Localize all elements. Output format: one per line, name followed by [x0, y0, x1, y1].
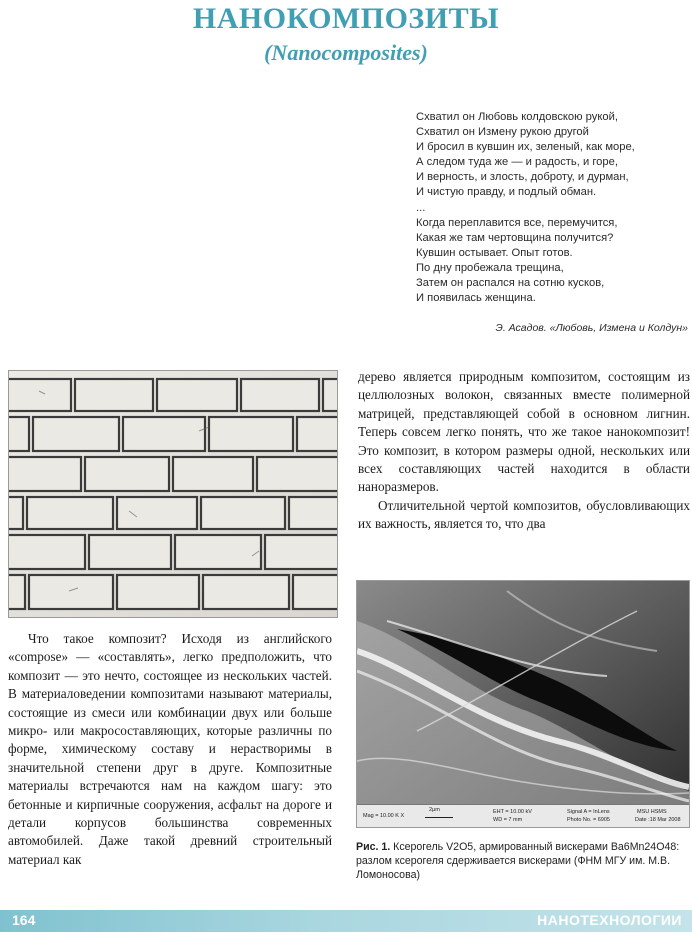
epigraph-line: Когда переплавится все, перемучится,	[416, 216, 618, 229]
figure-caption-text: Ксерогель V2O5, армированный вискерами Ba6Mn24O48: разлом ксерогеля сдерживается вискерами (ФНМ МГУ им. М.В. Ломоносова)	[356, 841, 680, 881]
figure-label: Рис. 1.	[356, 841, 391, 853]
sem-image	[357, 581, 689, 805]
epigraph-line: А следом туда же — и радость, и горе,	[416, 156, 618, 169]
page-subtitle: (Nanocomposites)	[264, 40, 428, 65]
epigraph-attribution: Э. Асадов. «Любовь, Измена и Колдун»	[495, 322, 688, 334]
page-title: НАНОКОМПОЗИТЫ	[192, 2, 500, 35]
epigraph-line: Схватил он Любовь колдовскою рукой,	[416, 111, 618, 123]
epigraph-line: Схватил он Измену рукою другой	[416, 126, 589, 139]
sem-scale: 2µm	[429, 807, 440, 813]
running-footer-title: НАНОТЕХНОЛОГИИ	[537, 912, 682, 928]
epigraph-line: Какая же там чертовщина получится?	[416, 231, 614, 244]
paragraph: дерево является природным композитом, состоящим из целлюлозных волокон, связанных вместе полимерной матрицей, представляющей собой в основном лигнин. Теперь совсем легко понять, что же такое нанокомпозит! Это композит, в котором размеры одной, нескольких или всех составляющих частей находится в области наноразмеров.	[358, 369, 690, 495]
sem-mag: Mag = 10.00 K X	[363, 813, 405, 819]
sem-lab: MSU HSMS	[637, 809, 667, 815]
epigraph-line: Затем он распался на сотню кусков,	[416, 277, 605, 290]
left-column-text	[8, 630, 332, 869]
sem-scale-bar	[425, 817, 453, 818]
epigraph-line: И чистую правду, и подлый обман.	[416, 186, 597, 199]
epigraph-line: И верность, и злость, доброту, и дурман,	[416, 171, 629, 184]
epigraph-line: И появилась женщина.	[416, 292, 536, 305]
brick-wall-image	[9, 371, 337, 617]
sem-wd: WD = 7 mm	[493, 817, 523, 823]
epigraph-line: По дну пробежала трещина,	[416, 261, 564, 274]
right-column-text	[358, 368, 690, 534]
paragraph: Что такое композит? Исходя из английского «compose» — «составлять», легко предположить, что композит — это нечто, состоящее из нескольких частей. В материаловедении композитами называют материалы, состоящие из смеси или комбинации двух или больше микро- или макросоставляющих, которые различны по форме, химическому составу и нерастворимы в значительной степени друг в друге. Композитные материалы встречаются нам на каждом шагу: это бетонные и кирпичные сооружения, асфальт на дороге и детали корпусов большинства современных автомобилей. Даже такой древний строительный материал как	[8, 631, 332, 867]
sem-photo: Photo No. = 6905	[567, 817, 610, 823]
page-number: 164	[12, 912, 36, 928]
paragraph: Отличительной чертой композитов, обусловливающих их важность, является то, что два	[358, 497, 690, 532]
sem-info-bar	[357, 804, 689, 827]
epigraph-line: Кувшин остывает. Опыт готов.	[416, 246, 573, 259]
figure-caption	[356, 840, 690, 882]
sem-micrograph	[356, 580, 690, 828]
sem-signal: Signal A = InLens	[567, 809, 610, 815]
brick-wall-photo	[8, 370, 338, 618]
epigraph-line: ...	[416, 201, 426, 214]
epigraph	[416, 110, 688, 306]
sem-eht: EHT = 10.00 kV	[493, 809, 532, 815]
epigraph-line: И бросил в кувшин их, зеленый, как море,	[416, 141, 635, 154]
sem-date: Date :18 Mar 2008	[635, 817, 681, 823]
